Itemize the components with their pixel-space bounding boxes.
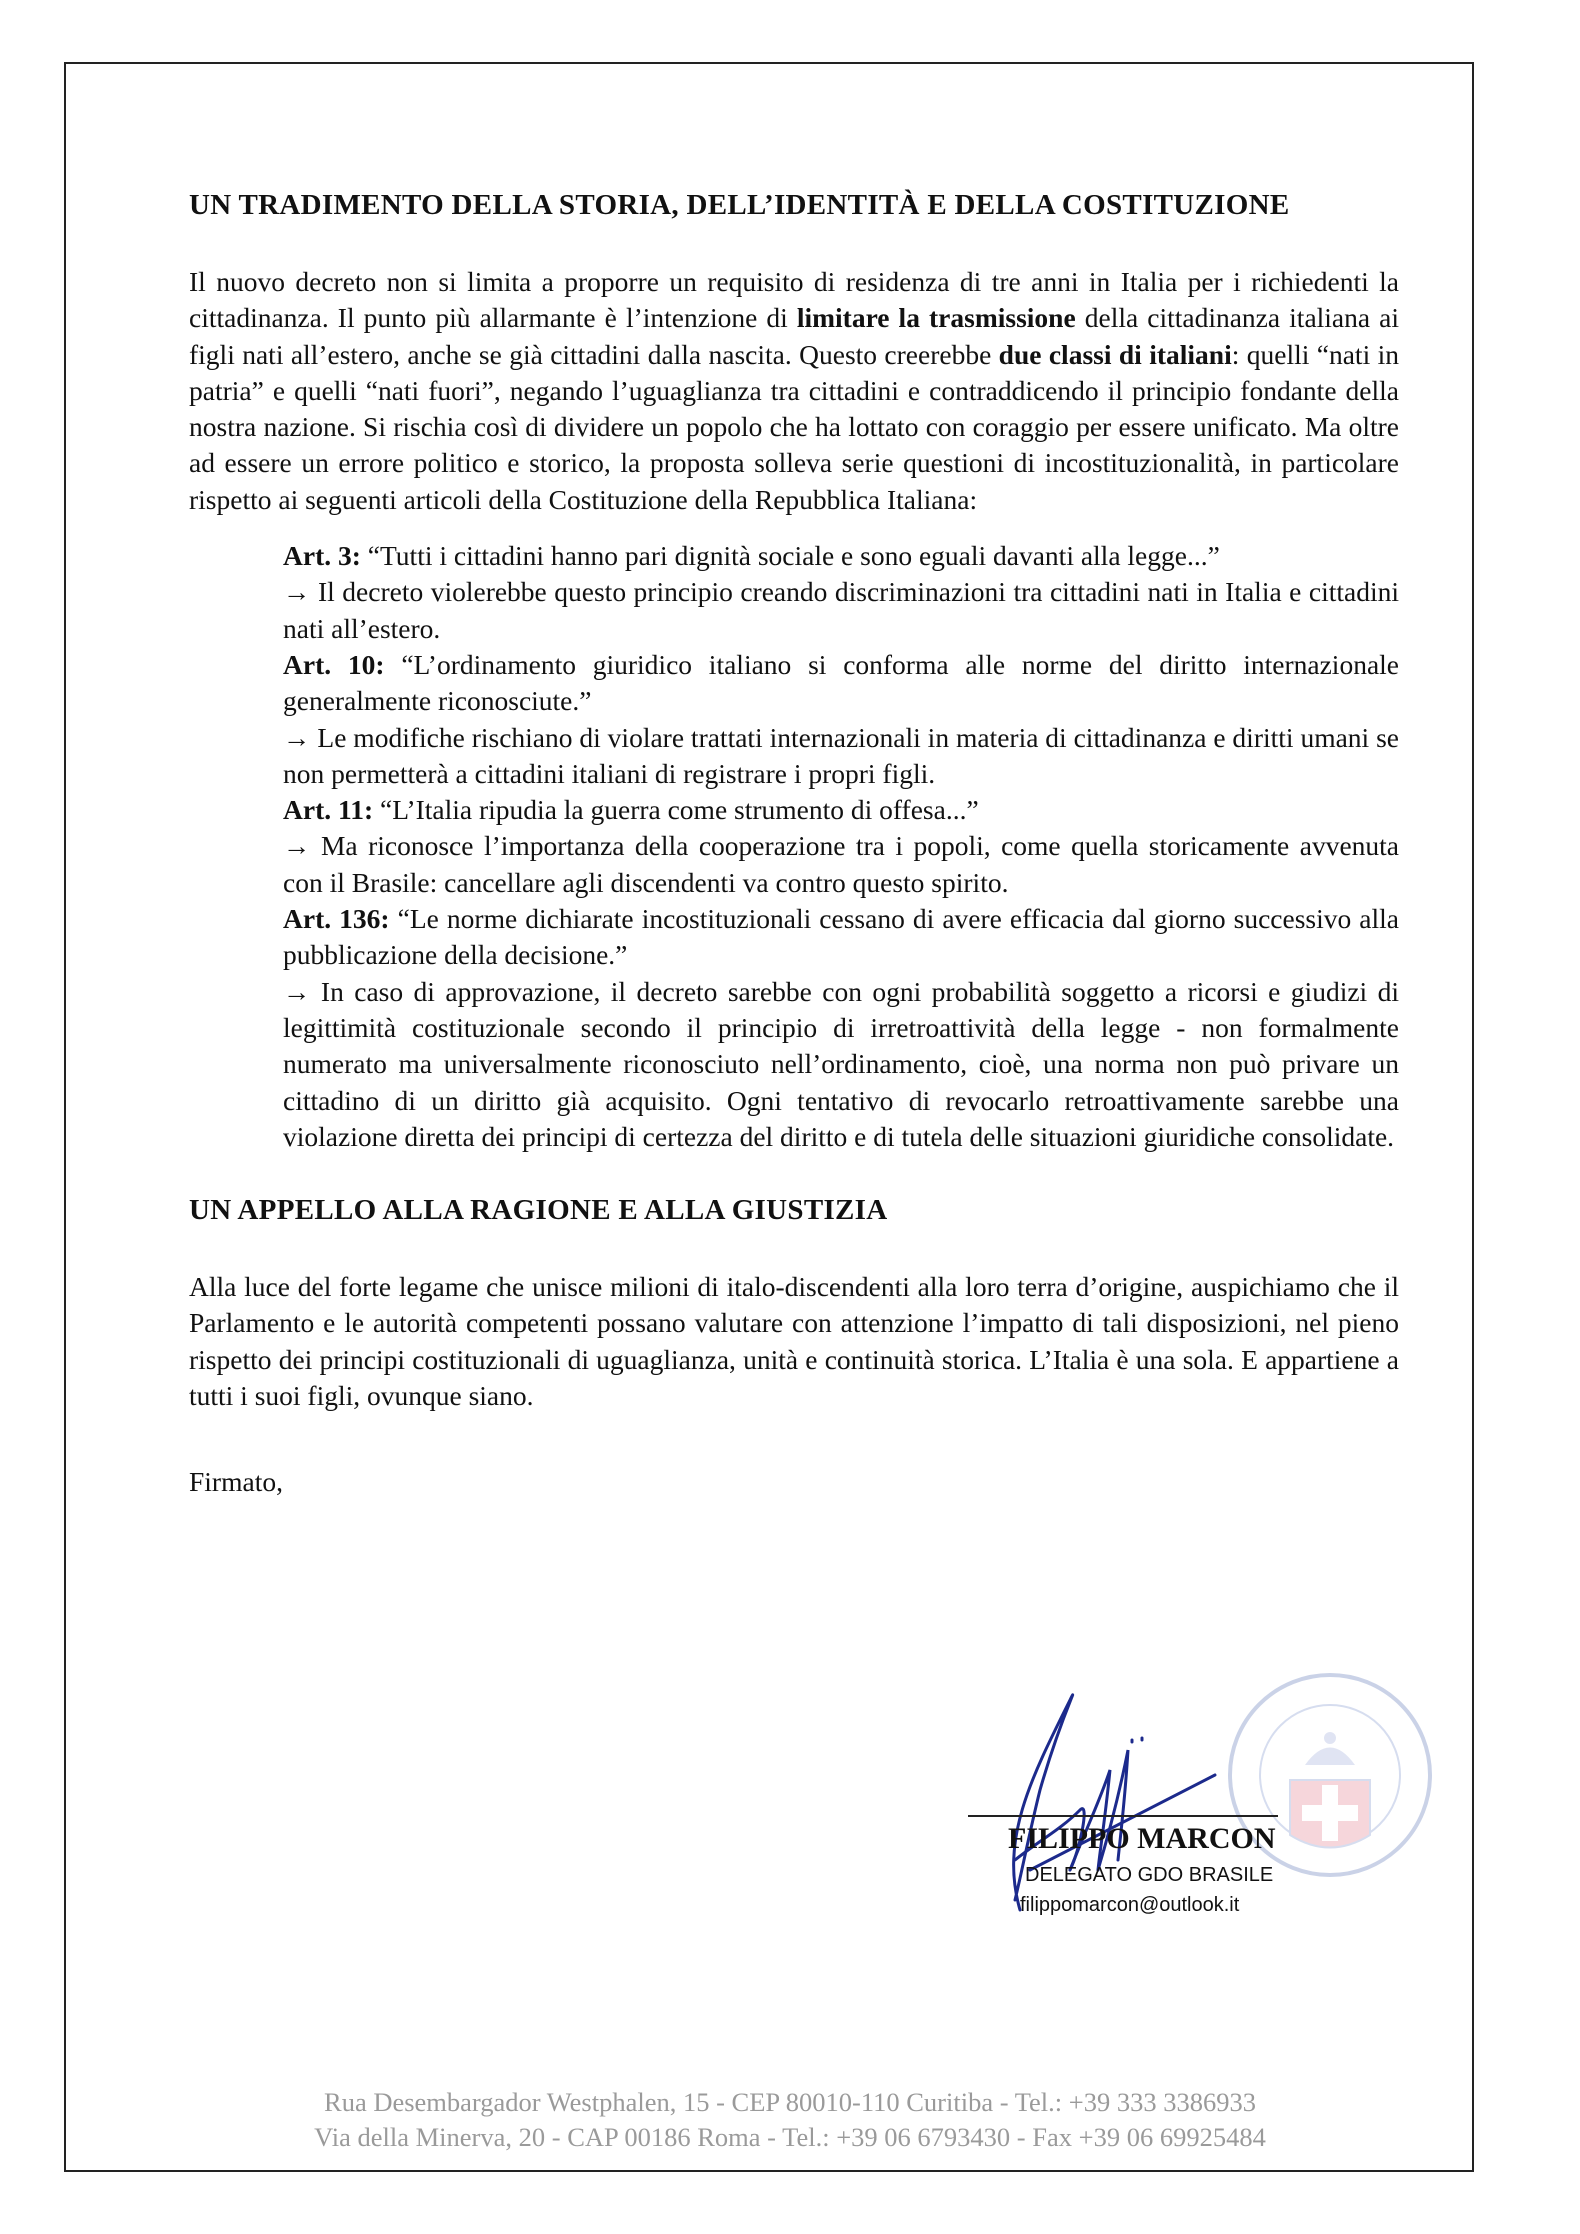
article-136 xyxy=(283,901,1399,974)
article-label: Art. 3: xyxy=(283,540,361,572)
article-label: Art. 11: xyxy=(283,794,374,826)
closing-text: Firmato, xyxy=(189,1466,283,1498)
signatory-role: DELEGATO GDO BRASILE xyxy=(1025,1864,1274,1886)
article-3 xyxy=(283,538,1399,574)
article-quote: “L’Italia ripudia la guerra come strumento di offesa...” xyxy=(373,794,979,826)
signatory-email: filippomarcon@outlook.it xyxy=(1020,1894,1240,1916)
article-10 xyxy=(283,647,1399,720)
article-3-comment: → Il decreto violerebbe questo principio creando discriminazioni tra cittadini nati in Italia e cittadini nati all’estero. xyxy=(283,576,1399,644)
signatory-name: FILIPPO MARCON xyxy=(1008,1822,1276,1855)
signature-line xyxy=(968,1815,1278,1817)
article-11-comment: → Ma riconosce l’importanza della cooperazione tra i popoli, come quella storicamente avvenuta con il Brasile: cancellare agli discendenti va contro questo spirito. xyxy=(283,830,1399,898)
article-quote: “Le norme dichiarate incostituzionali cessano di avere efficacia dal giorno successivo alla pubblicazione della decisione.” xyxy=(283,903,1399,971)
article-quote: “L’ordinamento giuridico italiano si conforma alle norme del diritto internazionale generalmente riconosciute.” xyxy=(283,648,1399,717)
appeal-paragraph: Alla luce del forte legame che unisce milioni di italo-discendenti alla loro terra d’origine, auspichiamo che il Parlamento e le autorità competenti possano valutare con attenzione l’impatto di tali disposizioni, nel pieno rispetto dei principi costituzionali di uguaglianza, unità e continuità storica. L’Italia è una sola. E appartiene a tutti i suoi figli, ovunque siano. xyxy=(189,1271,1399,1412)
article-label: Art. 10: xyxy=(283,648,385,680)
intro-text-2: della cittadinanza italiana ai figli nati all’estero, anche se già cittadini dalla nascita. Questo creerebbe xyxy=(189,302,1400,370)
section-heading-appello: UN APPELLO ALLA RAGIONE E ALLA GIUSTIZIA xyxy=(189,1194,888,1227)
footer-address-roma: Via della Minerva, 20 - CAP 00186 Roma - Tel.: +39 06 6793430 - Fax +39 06 69925484 xyxy=(314,2122,1266,2152)
article-label: Art. 136: xyxy=(283,903,390,935)
letter-body xyxy=(189,188,1399,1498)
article-quote: “Tutti i cittadini hanno pari dignità sociale e sono eguali davanti alla legge...” xyxy=(360,540,1220,572)
articles-list xyxy=(283,538,1399,1155)
footer-address xyxy=(0,2085,1580,2155)
section-heading-tradimento: UN TRADIMENTO DELLA STORIA, DELL’IDENTITÀ E DELLA COSTITUZIONE xyxy=(189,189,1290,221)
article-10-comment: → Le modifiche rischiano di violare trattati internazionali in materia di cittadinanza e diritti umani se non permetterà a cittadini italiani di registrare i propri figli. xyxy=(283,721,1399,789)
article-136-comment: → In caso di approvazione, il decreto sarebbe con ogni probabilità soggetto a ricorsi e giudizi di legittimità costituzionale secondo il principio di irretroattività della legge - non formalmente numerato ma universalmente riconosciuto nell’ordinamento, cioè, una norma non può privare un cittadino di un diritto già acquisito. Ogni tentativo di revocarlo retroattivamente sarebbe una violazione diretta dei principi di certezza del diritto e di tutela delle situazioni giuridiche consolidate. xyxy=(283,975,1399,1152)
intro-text-1: Il nuovo decreto non si limita a proporre un requisito di residenza di tre anni in Italia per i richiedenti la cittadinanza. Il punto più allarmante è l’intenzione di xyxy=(189,266,1399,334)
intro-bold-2: due classi di italiani xyxy=(998,338,1232,370)
intro-text-3: : quelli “nati in patria” e quelli “nati fuori”, negando l’uguaglianza tra cittadini e contraddicendo il principio fondante della nostra nazione. Si rischia così di dividere un popolo che ha lottato con coraggio per essere unificato. Ma oltre ad essere un errore politico e storico, la proposta solleva serie questioni di incostituzionalità, in particolare rispetto ai seguenti articoli della Costituzione della Repubblica Italiana: xyxy=(189,338,1399,515)
intro-paragraph xyxy=(189,264,1399,518)
footer-address-curitiba: Rua Desembargador Westphalen, 15 - CEP 80010-110 Curitiba - Tel.: +39 333 3386933 xyxy=(324,2087,1256,2117)
intro-bold-1: limitare la trasmissione xyxy=(796,302,1076,334)
article-11 xyxy=(283,792,1399,828)
